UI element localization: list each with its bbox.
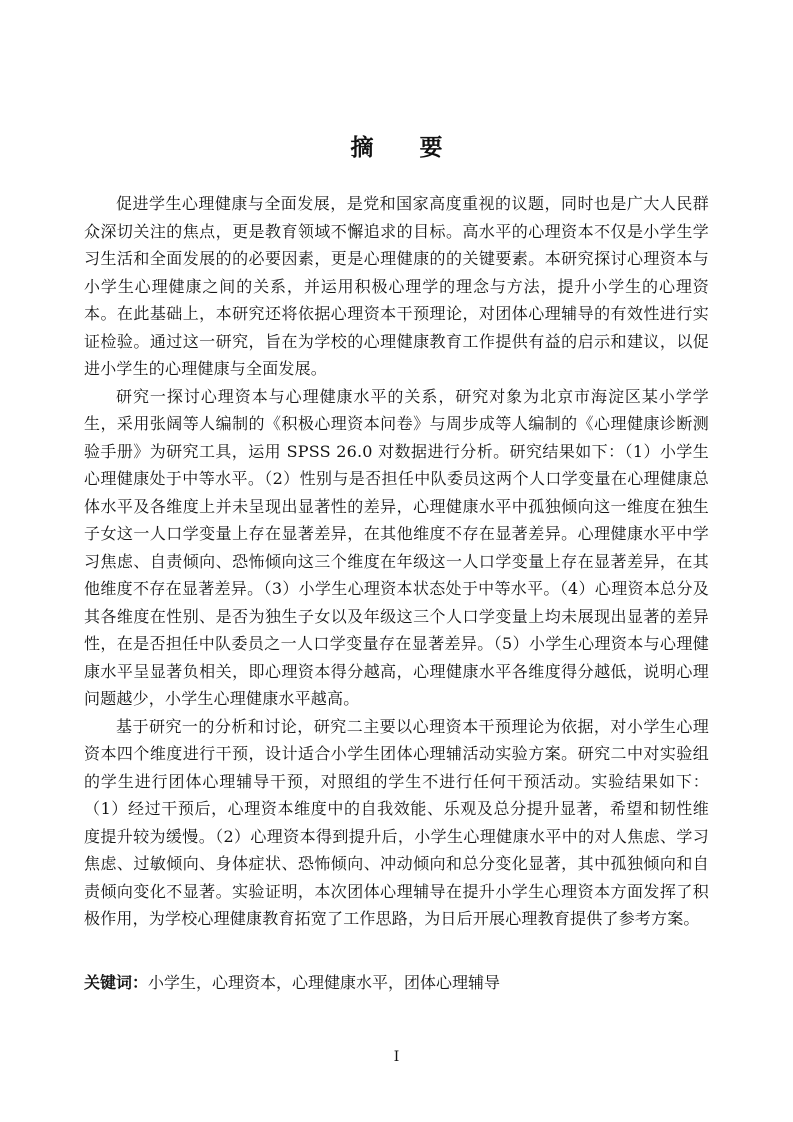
page-number: I [393,1049,400,1065]
abstract-paragraph-1: 促进学生心理健康与全面发展，是党和国家高度重视的议题，同时也是广大人民群众深切关注的焦点，更是教育领域不懈追求的目标。高水平的心理资本不仅是小学生学习生活和全面发展的的必要因素，更是心理健康的的关键要素。本研究探讨心理资本与小学生心理健康之间的关系，并运用积极心理学的理念与方法，提升小学生的心理资本。在此基础上，本研究还将依据心理资本干预理论，对团体心理辅导的有效性进行实证检验。通过这一研究，旨在为学校的心理健康教育工作提供有益的启示和建议，以促进小学生的心理健康与全面发展。 [84,194,709,378]
keywords-separator: ： [132,972,149,992]
page-title: 摘 要 [350,134,443,161]
abstract-paragraph-3: 基于研究一的分析和讨论，研究二主要以心理资本干预理论为依据，对小学生心理资本四个维度进行干预，设计适合小学生团体心理辅活动实验方案。研究二中对实验组的学生进行团体心理辅导干预，对照组的学生不进行任何干预活动。实验结果如下：（1）经过干预后，心理资本维度中的自我效能、乐观及总分提升显著，希望和韧性维度提升较为缓慢。（2）心理资本得到提升后，小学生心理健康水平中的对人焦虑、学习焦虑、过敏倾向、身体症状、恐怖倾向、冲动倾向和总分变化显著，其中孤独倾向和自责倾向变化不显著。实验证明，本次团体心理辅导在提升小学生心理资本方面发挥了积极作用，为学校心理健康教育拓宽了工作思路，为日后开展心理教育提供了参考方案。 [84,716,709,928]
keywords-line [84,969,709,997]
keywords-text: 小学生，心理资本，心理健康水平，团体心理辅导 [148,972,501,992]
abstract-paragraph-2: 研究一探讨心理资本与心理健康水平的关系，研究对象为北京市海淀区某小学学生，采用张阔等人编制的《积极心理资本问卷》与周步成等人编制的《心理健康诊断测验手册》为研究工具，运用 SPSS 26.0 对数据进行分析。研究结果如下：（1）小学生心理健康处于中等水平。（2）性别与是否担任中队委员这两个人口学变量在心理健康总体水平及各维度上并未呈现出显著性的差异，心理健康水平中孤独倾向这一维度在独生子女这一人口学变量上存在显著差异，在其他维度不存在显著差异。心理健康水平中学习焦虑、自责倾向、恐怖倾向这三个维度在年级这一人口学变量上存在显著差异，在其他维度不存在显著差异。（3）小学生心理资本状态处于中等水平。（4）心理资本总分及其各维度在性别、是否为独生子女以及年级这三个人口学变量上均未展现出显著的差异性，在是否担任中队委员之一人口学变量存在显著差异。（5）小学生心理资本与心理健康水平呈显著负相关，即心理资本得分越高，心理健康水平各维度得分越低，说明心理问题越少，小学生心理健康水平越高。 [84,386,709,708]
keywords-label: 关键词 [84,972,133,992]
